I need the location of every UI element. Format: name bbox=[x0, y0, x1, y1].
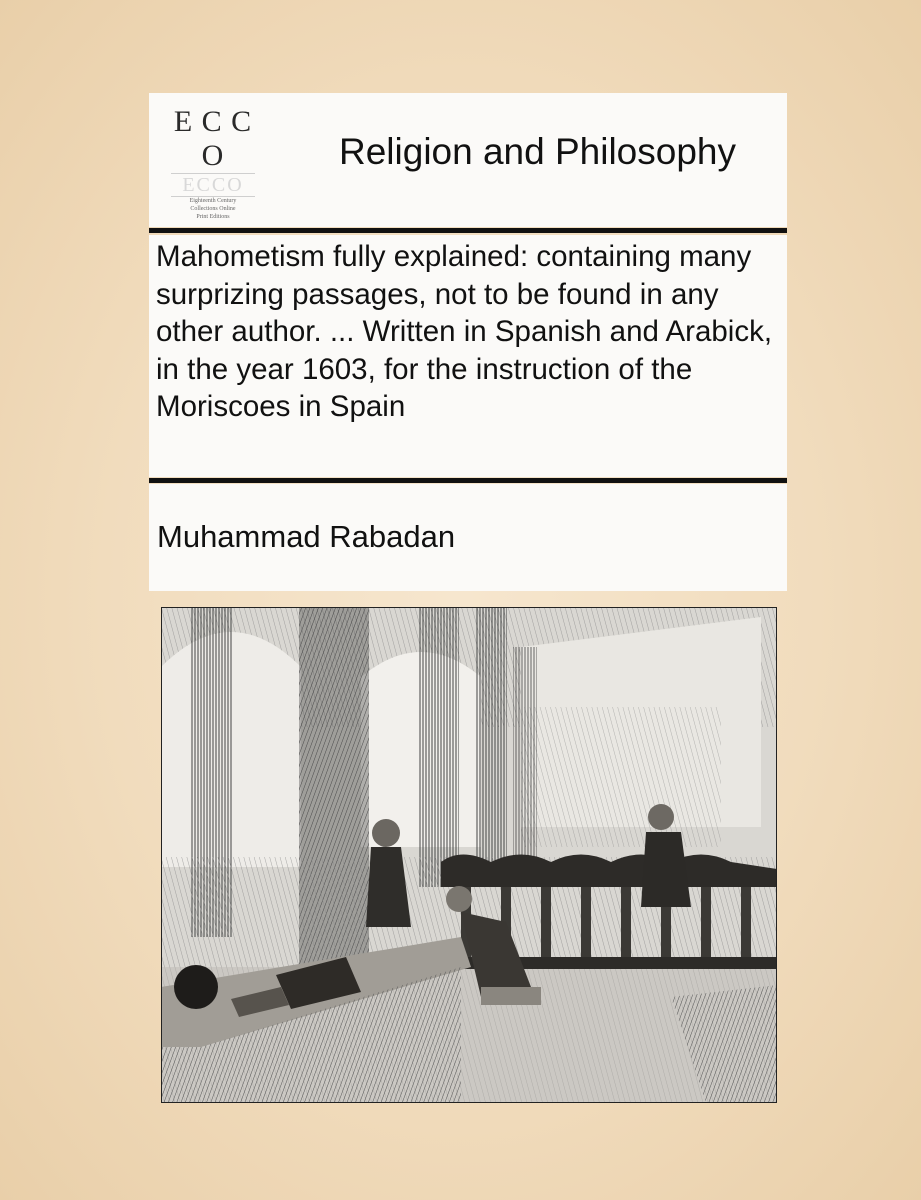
cover-illustration bbox=[161, 607, 777, 1103]
author-panel bbox=[149, 484, 787, 591]
ecco-logo bbox=[167, 105, 259, 220]
logo-line-3: Print Editions bbox=[196, 214, 230, 220]
category-label: Religion and Philosophy bbox=[339, 131, 736, 172]
book-title: Mahometism fully explained: containing many surprizing passages, not to be found in any other author. ... Written in Spanish and Arabick, in the year 1603, for the instruction of the Moriscoes in Spain bbox=[156, 240, 773, 423]
divider-top bbox=[149, 228, 787, 233]
logo-mark: E C C O bbox=[173, 105, 253, 172]
logo-sub: ECCO bbox=[171, 173, 255, 197]
pillar-3 bbox=[419, 607, 459, 887]
logo-line-2: Collections Online bbox=[190, 206, 236, 212]
book-author: Muhammad Rabadan bbox=[157, 519, 456, 554]
title-panel bbox=[149, 235, 787, 477]
logo-line-1: Eighteenth Century bbox=[189, 198, 237, 204]
divider-bottom bbox=[149, 478, 787, 483]
pillar-5 bbox=[513, 647, 537, 867]
pillar-4 bbox=[475, 607, 507, 867]
header-panel bbox=[149, 93, 787, 227]
back-wall bbox=[521, 707, 721, 847]
globe-lamp bbox=[174, 965, 218, 1009]
